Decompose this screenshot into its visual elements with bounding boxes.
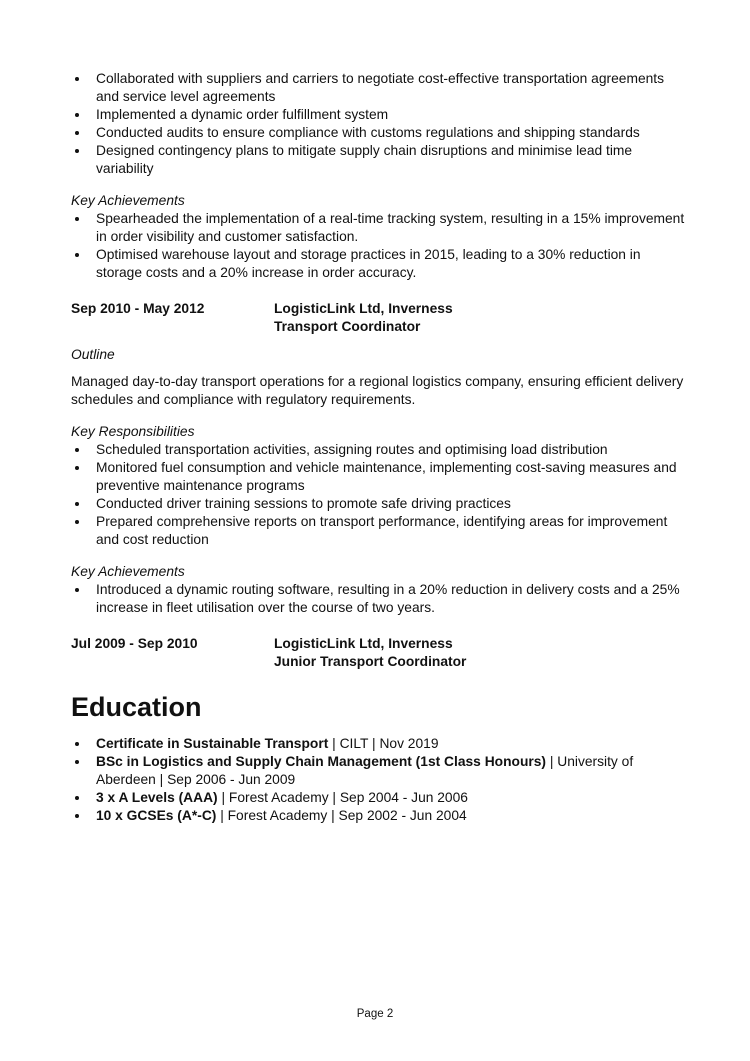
bullet-icon — [75, 502, 79, 506]
list-item: Optimised warehouse layout and storage practices in 2015, leading to a 30% reduction in storage costs and a 20% increase in order accuracy. — [71, 246, 686, 282]
list-item — [71, 789, 686, 807]
qualification-details: | University of Aberdeen | Sep 2006 - Jun 2009 — [96, 754, 634, 787]
outline-heading: Outline — [71, 347, 115, 362]
list-item — [71, 735, 686, 753]
education-heading: Education — [71, 692, 202, 722]
role-company: LogisticLink Ltd, Inverness — [274, 301, 453, 316]
list-item: Scheduled transportation activities, assigning routes and optimising load distribution — [71, 441, 686, 459]
qualification-details: | Forest Academy | Sep 2002 - Jun 2004 — [216, 808, 467, 823]
qualification-name: Certificate in Sustainable Transport — [96, 736, 329, 751]
role-dates: Sep 2010 - May 2012 — [71, 301, 205, 316]
qualification-name: 10 x GCSEs (A*-C) — [96, 808, 217, 823]
transport-role-achievements — [71, 581, 686, 617]
bullet-icon — [75, 253, 79, 257]
bullet-icon — [75, 760, 79, 764]
list-item — [71, 807, 686, 825]
role-dates: Jul 2009 - Sep 2010 — [71, 636, 198, 651]
qualification-name: BSc in Logistics and Supply Chain Management (1st Class Honours) — [96, 754, 547, 769]
transport-role-responsibilities — [71, 441, 686, 549]
bullet-icon — [75, 131, 79, 135]
previous-role-achievements — [71, 210, 686, 282]
bullet-icon — [75, 217, 79, 221]
qualification-details: | CILT | Nov 2019 — [328, 736, 439, 751]
page-number: Page 2 — [356, 1008, 394, 1020]
list-item: Introduced a dynamic routing software, resulting in a 20% reduction in delivery costs and a 25% increase in fleet utilisation over the course of two years. — [71, 581, 686, 617]
list-item: Spearheaded the implementation of a real-time tracking system, resulting in a 15% improvement in order visibility and customer satisfaction. — [71, 210, 686, 246]
qualification-details: | Forest Academy | Sep 2004 - Jun 2006 — [217, 790, 468, 805]
list-item: Designed contingency plans to mitigate supply chain disruptions and minimise lead time variability — [71, 142, 686, 178]
bullet-icon — [75, 448, 79, 452]
qualification-name: 3 x A Levels (AAA) — [96, 790, 218, 805]
bullet-icon — [75, 742, 79, 746]
bullet-icon — [75, 113, 79, 117]
bullet-icon — [75, 588, 79, 592]
outline-text: Managed day-to-day transport operations for a regional logistics company, ensuring efficient delivery schedules and compliance with regulatory requirements. — [71, 374, 684, 407]
role-title: Transport Coordinator — [274, 319, 421, 334]
list-item: Monitored fuel consumption and vehicle maintenance, implementing cost-saving measures and preventive maintenance programs — [71, 459, 686, 495]
key-achievements-heading: Key Achievements — [71, 564, 185, 579]
key-achievements-heading: Key Achievements — [71, 193, 185, 208]
bullet-icon — [75, 77, 79, 81]
key-responsibilities-heading: Key Responsibilities — [71, 424, 195, 439]
list-item: Prepared comprehensive reports on transport performance, identifying areas for improvement and cost reduction — [71, 513, 686, 549]
role-header-junior-transport-coordinator — [71, 635, 686, 671]
education-list — [71, 735, 686, 825]
list-item — [71, 753, 686, 789]
list-item: Conducted audits to ensure compliance with customs regulations and shipping standards — [71, 124, 686, 142]
role-company: LogisticLink Ltd, Inverness — [274, 636, 453, 651]
bullet-icon — [75, 149, 79, 153]
bullet-icon — [75, 814, 79, 818]
resume-page-content — [71, 70, 686, 825]
role-title: Junior Transport Coordinator — [274, 654, 467, 669]
bullet-icon — [75, 466, 79, 470]
bullet-icon — [75, 796, 79, 800]
bullet-icon — [75, 520, 79, 524]
list-item: Conducted driver training sessions to promote safe driving practices — [71, 495, 686, 513]
previous-role-responsibilities — [71, 70, 686, 178]
list-item: Implemented a dynamic order fulfillment system — [71, 106, 686, 124]
list-item: Collaborated with suppliers and carriers to negotiate cost-effective transportation agreements and service level agreements — [71, 70, 686, 106]
role-header-transport-coordinator — [71, 300, 686, 336]
